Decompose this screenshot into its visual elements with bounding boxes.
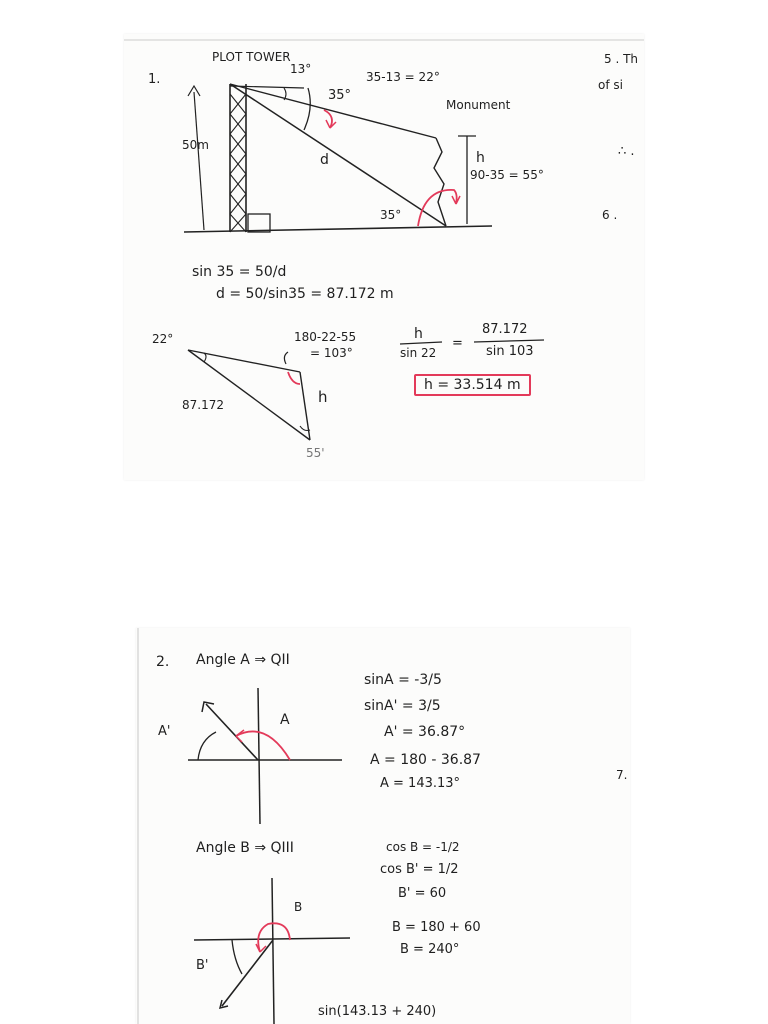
sin-a: sinA = -3/5	[364, 672, 442, 688]
equation-sin35: sin 35 = 50/d	[192, 264, 287, 280]
notebook-page-2	[136, 628, 630, 1024]
angle-a-title: Angle A ⇒ QII	[196, 652, 290, 668]
b-prime-label: B'	[196, 958, 209, 973]
angle-35-label: 35°	[328, 88, 352, 103]
triangle-angle-55: 55'	[306, 446, 325, 460]
b-result: B = 240°	[400, 942, 460, 957]
angle-top-label: 13°	[290, 62, 312, 76]
a-result: A = 143.13°	[380, 776, 461, 791]
problem-number-1: 1.	[148, 72, 161, 87]
triangle-h-label: h	[318, 388, 328, 406]
problem-number-2: 2.	[156, 654, 170, 670]
a-ref: A' = 36.87°	[384, 724, 466, 740]
height-label: 50m	[182, 138, 209, 152]
bottom-expression: sin(143.13 + 240)	[318, 1004, 437, 1019]
a-label: A	[280, 712, 290, 728]
tower-diagram	[124, 34, 644, 480]
triangle-angle-22: 22°	[152, 332, 174, 346]
b-ref: B' = 60	[398, 886, 447, 901]
margin-dots: ∴ .	[618, 144, 635, 159]
monument-label: Monument	[446, 98, 511, 112]
b-label: B	[294, 900, 303, 914]
b-calc: B = 180 + 60	[392, 920, 481, 935]
sin-a-ref: sinA' = 3/5	[364, 698, 441, 714]
margin-q5b: of si	[598, 78, 623, 92]
tower-label: PLOT TOWER	[212, 50, 291, 64]
triangle-calc-2: = 103°	[310, 346, 353, 360]
margin-q5: 5 . Th	[604, 52, 639, 66]
ratio-left-numerator: h	[414, 326, 423, 342]
triangle-side-label: 87.172	[182, 398, 224, 412]
ratio-right-denominator: sin 103	[486, 344, 534, 359]
a-prime-label: A'	[158, 724, 171, 739]
margin-q7: 7.	[616, 768, 628, 782]
angle-55-label: 90-35 = 55°	[470, 168, 544, 182]
angle-bottom-label: 35°	[380, 208, 402, 222]
d-label: d	[320, 152, 329, 168]
cos-b-ref: cos B' = 1/2	[380, 862, 459, 877]
equation-d: d = 50/sin35 = 87.172 m	[216, 286, 394, 302]
margin-q6: 6 .	[602, 208, 618, 222]
angle-diff-label: 35-13 = 22°	[366, 70, 440, 84]
triangle-calc-1: 180-22-55	[294, 330, 357, 344]
h-label: h	[476, 150, 485, 166]
ratio-equals: =	[452, 336, 463, 351]
cos-b: cos B = -1/2	[386, 840, 460, 854]
ratio-left-denominator: sin 22	[400, 346, 437, 360]
angle-b-title: Angle B ⇒ QIII	[196, 840, 294, 856]
answer-box: h = 33.514 m	[414, 374, 531, 396]
a-calc: A = 180 - 36.87	[370, 752, 481, 768]
notebook-page-1	[124, 34, 644, 480]
ratio-right-numerator: 87.172	[482, 322, 528, 337]
